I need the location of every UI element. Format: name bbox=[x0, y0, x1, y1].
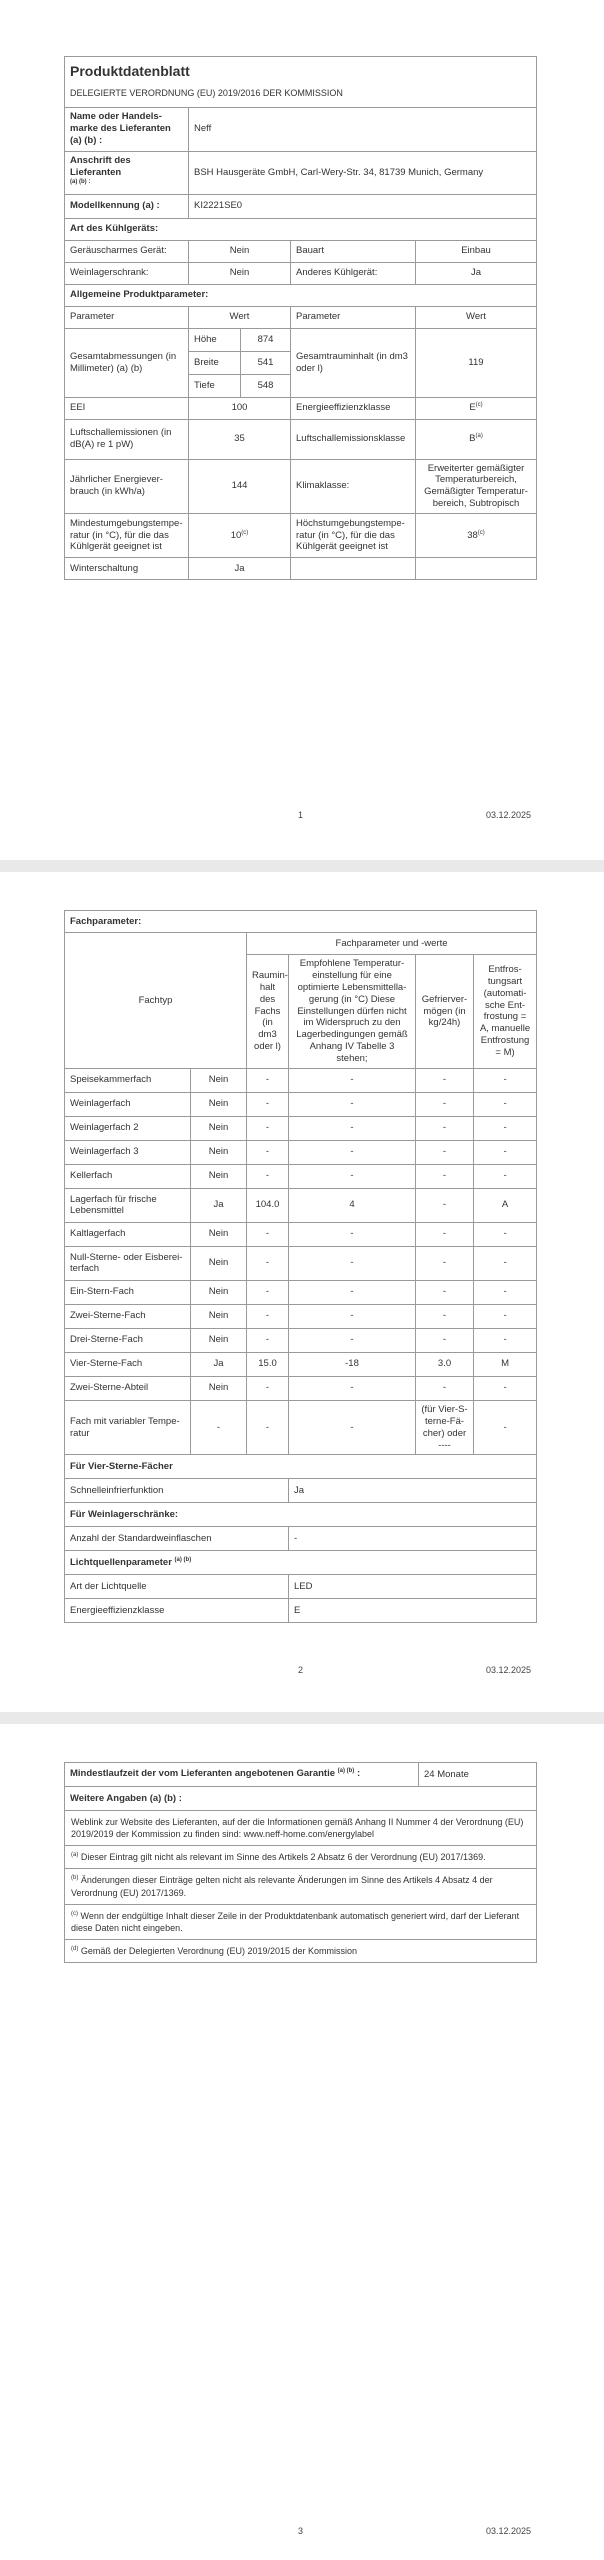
compartment-freeze: - bbox=[416, 1328, 474, 1352]
table-row bbox=[65, 1222, 537, 1246]
compartment-present: Nein bbox=[191, 1280, 247, 1304]
compartment-temp: - bbox=[289, 1400, 416, 1455]
compartment-name: Weinlagerfach 2 bbox=[65, 1116, 191, 1140]
table-row bbox=[65, 1092, 537, 1116]
compartment-defrost: - bbox=[474, 1164, 537, 1188]
compartment-present: Nein bbox=[191, 1304, 247, 1328]
compartment-temp: - bbox=[289, 1092, 416, 1116]
wine-cabinet-label: Weinlagerschrank: bbox=[65, 262, 189, 284]
compartment-freeze: - bbox=[416, 1140, 474, 1164]
other-appliance-value: Ja bbox=[416, 262, 537, 284]
low-noise-value: Nein bbox=[189, 240, 291, 262]
energy-consumption-label: Jährlicher Energieverbrauch (in kWh/a) bbox=[65, 459, 189, 514]
wine-cabinet-header: Für Weinlagerschränke: bbox=[65, 1503, 537, 1527]
compartment-temp: - bbox=[289, 1328, 416, 1352]
compartment-volume: - bbox=[247, 1246, 289, 1280]
design-value: Einbau bbox=[416, 240, 537, 262]
low-noise-label: Geräuscharmes Gerät: bbox=[65, 240, 189, 262]
compartment-name: Speisekammerfach bbox=[65, 1068, 191, 1092]
quick-freeze-value: Ja bbox=[289, 1479, 537, 1503]
width-value: 541 bbox=[241, 351, 291, 374]
additional-info-header: Weitere Angaben (a) (b) : bbox=[65, 1787, 537, 1811]
compartment-name: Fach mit variabler Temperatur bbox=[65, 1400, 191, 1455]
table-row bbox=[65, 1376, 537, 1400]
quick-freeze-label: Schnelleinfrierfunktion bbox=[65, 1479, 289, 1503]
compartment-temp: - bbox=[289, 1164, 416, 1188]
compartment-defrost: - bbox=[474, 1376, 537, 1400]
four-star-header: Für Vier-Sterne-Fächer bbox=[65, 1455, 537, 1479]
compartment-volume: - bbox=[247, 1400, 289, 1455]
supplier-name-label: Name oder Handelsmarke des Lieferanten (a) (b) : bbox=[65, 107, 189, 151]
compartment-present: Ja bbox=[191, 1188, 247, 1222]
compartment-name: Ein-Stern-Fach bbox=[65, 1280, 191, 1304]
compartment-volume: - bbox=[247, 1092, 289, 1116]
compartment-name: Null-Sterne- oder Eisbereiterfach bbox=[65, 1246, 191, 1280]
climate-class-label: Klimaklasse: bbox=[291, 459, 416, 514]
compartment-freeze: - bbox=[416, 1246, 474, 1280]
compartment-freeze: - bbox=[416, 1280, 474, 1304]
compartment-values-header: Fachparameter und -werte bbox=[247, 933, 537, 955]
compartment-name: Weinlagerfach 3 bbox=[65, 1140, 191, 1164]
compartment-present: Nein bbox=[191, 1222, 247, 1246]
max-temp-value: 38$^{(c)}$ bbox=[416, 514, 537, 558]
compartment-name: Vier-Sterne-Fach bbox=[65, 1352, 191, 1376]
table-row bbox=[65, 1246, 537, 1280]
compartment-name: Kellerfach bbox=[65, 1164, 191, 1188]
light-type-label: Art der Lichtquelle bbox=[65, 1575, 289, 1599]
compartment-name: Drei-Sterne-Fach bbox=[65, 1328, 191, 1352]
product-sheet-table bbox=[64, 56, 537, 580]
compartment-freeze: - bbox=[416, 1304, 474, 1328]
compartment-volume: - bbox=[247, 1328, 289, 1352]
compartment-temp: - bbox=[289, 1222, 416, 1246]
compartment-name: Weinlagerfach bbox=[65, 1092, 191, 1116]
compartment-freeze: 3.0 bbox=[416, 1352, 474, 1376]
param-col-header: Parameter bbox=[65, 306, 189, 328]
supplier-address-value: BSH Hausgeräte GmbH, Carl-Wery-Str. 34, 81739 Munich, Germany bbox=[189, 151, 537, 194]
footnote-b: $^{(b)}$ Änderungen dieser Einträge gelten nicht als relevante Änderungen im Sinne des Artikels 4 Absatz 4 der Verordnung (EU) 2017/1369. bbox=[65, 1869, 537, 1904]
compartment-freeze: - bbox=[416, 1222, 474, 1246]
page-3 bbox=[0, 1724, 604, 2560]
compartment-freeze: - bbox=[416, 1376, 474, 1400]
additional-info-table bbox=[64, 1762, 537, 1963]
compartment-params-header: Fachparameter: bbox=[65, 911, 537, 933]
wine-bottles-value: - bbox=[289, 1527, 537, 1551]
noise-value: 35 bbox=[189, 419, 291, 459]
compartment-table bbox=[64, 910, 537, 1623]
footnote-a: $^{(a)}$ Dieser Eintrag gilt nicht als relevant im Sinne des Artikels 2 Absatz 6 der Verordnung (EU) 2017/1369. bbox=[65, 1846, 537, 1869]
compartment-freeze: - bbox=[416, 1164, 474, 1188]
empty-cell bbox=[416, 558, 537, 580]
warranty-label: Mindestlaufzeit der vom Lieferanten angebotenen Garantie $^{(a) (b)}$ : bbox=[65, 1763, 419, 1787]
light-class-label: Energieeffizienzklasse bbox=[65, 1599, 289, 1623]
freeze-col-header: Gefriervermögen (in kg/24h) bbox=[416, 955, 474, 1069]
appliance-type-header: Art des Kühlgeräts: bbox=[65, 218, 537, 240]
compartment-present: Ja bbox=[191, 1352, 247, 1376]
page-date: 03.12.2025 bbox=[486, 810, 532, 820]
height-value: 874 bbox=[241, 328, 291, 351]
dimensions-label: Gesamtabmessungen (in Millimeter) (a) (b) bbox=[65, 328, 189, 397]
compartment-name: Zwei-Sterne-Fach bbox=[65, 1304, 191, 1328]
compartment-present: Nein bbox=[191, 1246, 247, 1280]
table-row bbox=[65, 1140, 537, 1164]
compartment-name: Kaltlagerfach bbox=[65, 1222, 191, 1246]
compartment-type-header: Fachtyp bbox=[65, 933, 247, 1069]
compartment-temp: - bbox=[289, 1376, 416, 1400]
compartment-volume: - bbox=[247, 1280, 289, 1304]
volume-value: 119 bbox=[416, 328, 537, 397]
energy-class-label: Energieeffizienzklasse bbox=[291, 397, 416, 419]
compartment-present: Nein bbox=[191, 1116, 247, 1140]
supplier-weblink-text: Weblink zur Website des Lieferanten, auf der die Informationen gemäß Anhang II Nummer 4 der Verordnung (EU) 2019/2019 der Kommission zu finden sind: www.neff-home.com/energylabel bbox=[65, 1811, 537, 1846]
compartment-freeze: - bbox=[416, 1068, 474, 1092]
noise-class-value: $B^{(a)}$ bbox=[416, 419, 537, 459]
compartment-present: Nein bbox=[191, 1164, 247, 1188]
climate-class-value: Erweiterter gemäßigter Temperaturbereich, Gemäßigter Temperaturbereich, Subtropisch bbox=[416, 459, 537, 514]
compartment-freeze: - bbox=[416, 1188, 474, 1222]
eei-label: EEI bbox=[65, 397, 189, 419]
energy-consumption-value: 144 bbox=[189, 459, 291, 514]
winter-switch-label: Winterschaltung bbox=[65, 558, 189, 580]
volume-label: Gesamtrauminhalt (in dm3 oder l) bbox=[291, 328, 416, 397]
table-row bbox=[65, 1068, 537, 1092]
page-date: 03.12.2025 bbox=[486, 1665, 532, 1675]
compartment-defrost: - bbox=[474, 1280, 537, 1304]
compartment-freeze: - bbox=[416, 1116, 474, 1140]
compartment-temp: - bbox=[289, 1304, 416, 1328]
compartment-volume: 15.0 bbox=[247, 1352, 289, 1376]
compartment-defrost: - bbox=[474, 1140, 537, 1164]
compartment-defrost: - bbox=[474, 1400, 537, 1455]
supplier-address-label: Anschrift des Lieferanten $^{(a) (b) :}$ bbox=[65, 151, 189, 194]
compartment-temp: 4 bbox=[289, 1188, 416, 1222]
compartment-volume: - bbox=[247, 1376, 289, 1400]
compartment-name: Lagerfach für frische Lebensmittel bbox=[65, 1188, 191, 1222]
compartment-present: - bbox=[191, 1400, 247, 1455]
compartment-present: Nein bbox=[191, 1328, 247, 1352]
table-row bbox=[65, 1164, 537, 1188]
compartment-defrost: - bbox=[474, 1222, 537, 1246]
min-temp-value: 10$^{(c)}$ bbox=[189, 514, 291, 558]
compartment-present: Nein bbox=[191, 1068, 247, 1092]
compartment-present: Nein bbox=[191, 1092, 247, 1116]
compartment-temp: - bbox=[289, 1246, 416, 1280]
compartment-volume: 104.0 bbox=[247, 1188, 289, 1222]
compartment-temp: - bbox=[289, 1140, 416, 1164]
compartment-present: Nein bbox=[191, 1376, 247, 1400]
compartment-defrost: - bbox=[474, 1116, 537, 1140]
other-appliance-label: Anderes Kühlgerät: bbox=[291, 262, 416, 284]
compartment-defrost: A bbox=[474, 1188, 537, 1222]
table-row bbox=[65, 1352, 537, 1376]
compartment-volume: - bbox=[247, 1304, 289, 1328]
general-params-header: Allgemeine Produktparameter: bbox=[65, 284, 537, 306]
footnote-d: $^{(d)}$ Gemäß der Delegierten Verordnung (EU) 2019/2015 der Kommission bbox=[65, 1939, 537, 1962]
table-row bbox=[65, 1280, 537, 1304]
compartment-defrost: - bbox=[474, 1068, 537, 1092]
defrost-col-header: Entfrostungsart (automatische Entfrostung = A, manuelle Entfrostung = M) bbox=[474, 955, 537, 1069]
energy-class-value: $E^{(c)}$ bbox=[416, 397, 537, 419]
volume-col-header: Rauminhalt des Fachs (in dm3 oder l) bbox=[247, 955, 289, 1069]
compartment-present: Nein bbox=[191, 1140, 247, 1164]
warranty-value: 24 Monate bbox=[419, 1763, 537, 1787]
model-label: Modellkennung (a) : bbox=[65, 194, 189, 218]
compartment-defrost: M bbox=[474, 1352, 537, 1376]
compartment-volume: - bbox=[247, 1068, 289, 1092]
page-number: 2 bbox=[298, 1665, 304, 1675]
compartment-defrost: - bbox=[474, 1304, 537, 1328]
param-col-header-2: Parameter bbox=[291, 306, 416, 328]
compartment-defrost: - bbox=[474, 1328, 537, 1352]
max-temp-label: Höchstumgebungstemperatur (in °C), für die das Kühlgerät geeignet ist bbox=[291, 514, 416, 558]
regulation-subtitle: DELEGIERTE VERORDNUNG (EU) 2019/2016 DER KOMMISSION bbox=[65, 85, 537, 108]
page-number: 3 bbox=[298, 2526, 304, 2536]
temp-col-header: Empfohlene Temperatur-einstellung für eine optimierte Lebensmittellagerung (in °C) Diese Einstellungen dürfen nicht im Widerspruch zu den Lagerbedingungen gemäß Anhang IV Tabelle 3 stehen; bbox=[289, 955, 416, 1069]
page-1 bbox=[0, 0, 604, 860]
compartment-temp: - bbox=[289, 1068, 416, 1092]
table-row bbox=[65, 1400, 537, 1455]
compartment-temp: -18 bbox=[289, 1352, 416, 1376]
footnote-c: $^{(c)}$ Wenn der endgültige Inhalt dieser Zeile in der Produktdatenbank automatisch generiert wird, darf der Lieferant diese Daten nicht eingeben. bbox=[65, 1904, 537, 1939]
compartment-volume: - bbox=[247, 1222, 289, 1246]
compartment-defrost: - bbox=[474, 1246, 537, 1280]
table-row bbox=[65, 1188, 537, 1222]
supplier-name-value: Neff bbox=[189, 107, 537, 151]
depth-value: 548 bbox=[241, 374, 291, 397]
noise-class-label: Luftschallemissionsklasse bbox=[291, 419, 416, 459]
compartment-volume: - bbox=[247, 1140, 289, 1164]
page-number: 1 bbox=[298, 810, 304, 820]
wine-bottles-label: Anzahl der Standardweinflaschen bbox=[65, 1527, 289, 1551]
design-label: Bauart bbox=[291, 240, 416, 262]
height-label: Höhe bbox=[189, 328, 241, 351]
compartment-temp: - bbox=[289, 1116, 416, 1140]
table-row bbox=[65, 1328, 537, 1352]
sheet-title: Produktdatenblatt bbox=[65, 57, 537, 85]
table-row bbox=[65, 1116, 537, 1140]
compartment-freeze: (für Vier-Sterne-Fächer) oder ---- bbox=[416, 1400, 474, 1455]
value-col-header-2: Wert bbox=[416, 306, 537, 328]
min-temp-label: Mindestumgebungstemperatur (in °C), für die das Kühlgerät geeignet ist bbox=[65, 514, 189, 558]
light-source-header: Lichtquellenparameter $^{(a) (b)}$ bbox=[65, 1551, 537, 1575]
compartment-name: Zwei-Sterne-Abteil bbox=[65, 1376, 191, 1400]
light-class-value: E bbox=[289, 1599, 537, 1623]
table-row bbox=[65, 1304, 537, 1328]
noise-label: Luftschallemissionen (in dB(A) re 1 pW) bbox=[65, 419, 189, 459]
width-label: Breite bbox=[189, 351, 241, 374]
empty-cell bbox=[291, 558, 416, 580]
eei-value: 100 bbox=[189, 397, 291, 419]
compartment-temp: - bbox=[289, 1280, 416, 1304]
page-2 bbox=[0, 872, 604, 1712]
depth-label: Tiefe bbox=[189, 374, 241, 397]
model-value: KI2221SE0 bbox=[189, 194, 537, 218]
winter-switch-value: Ja bbox=[189, 558, 291, 580]
page-date: 03.12.2025 bbox=[486, 2526, 532, 2536]
compartment-freeze: - bbox=[416, 1092, 474, 1116]
value-col-header: Wert bbox=[189, 306, 291, 328]
compartment-volume: - bbox=[247, 1116, 289, 1140]
compartment-volume: - bbox=[247, 1164, 289, 1188]
compartment-defrost: - bbox=[474, 1092, 537, 1116]
wine-cabinet-value: Nein bbox=[189, 262, 291, 284]
light-type-value: LED bbox=[289, 1575, 537, 1599]
